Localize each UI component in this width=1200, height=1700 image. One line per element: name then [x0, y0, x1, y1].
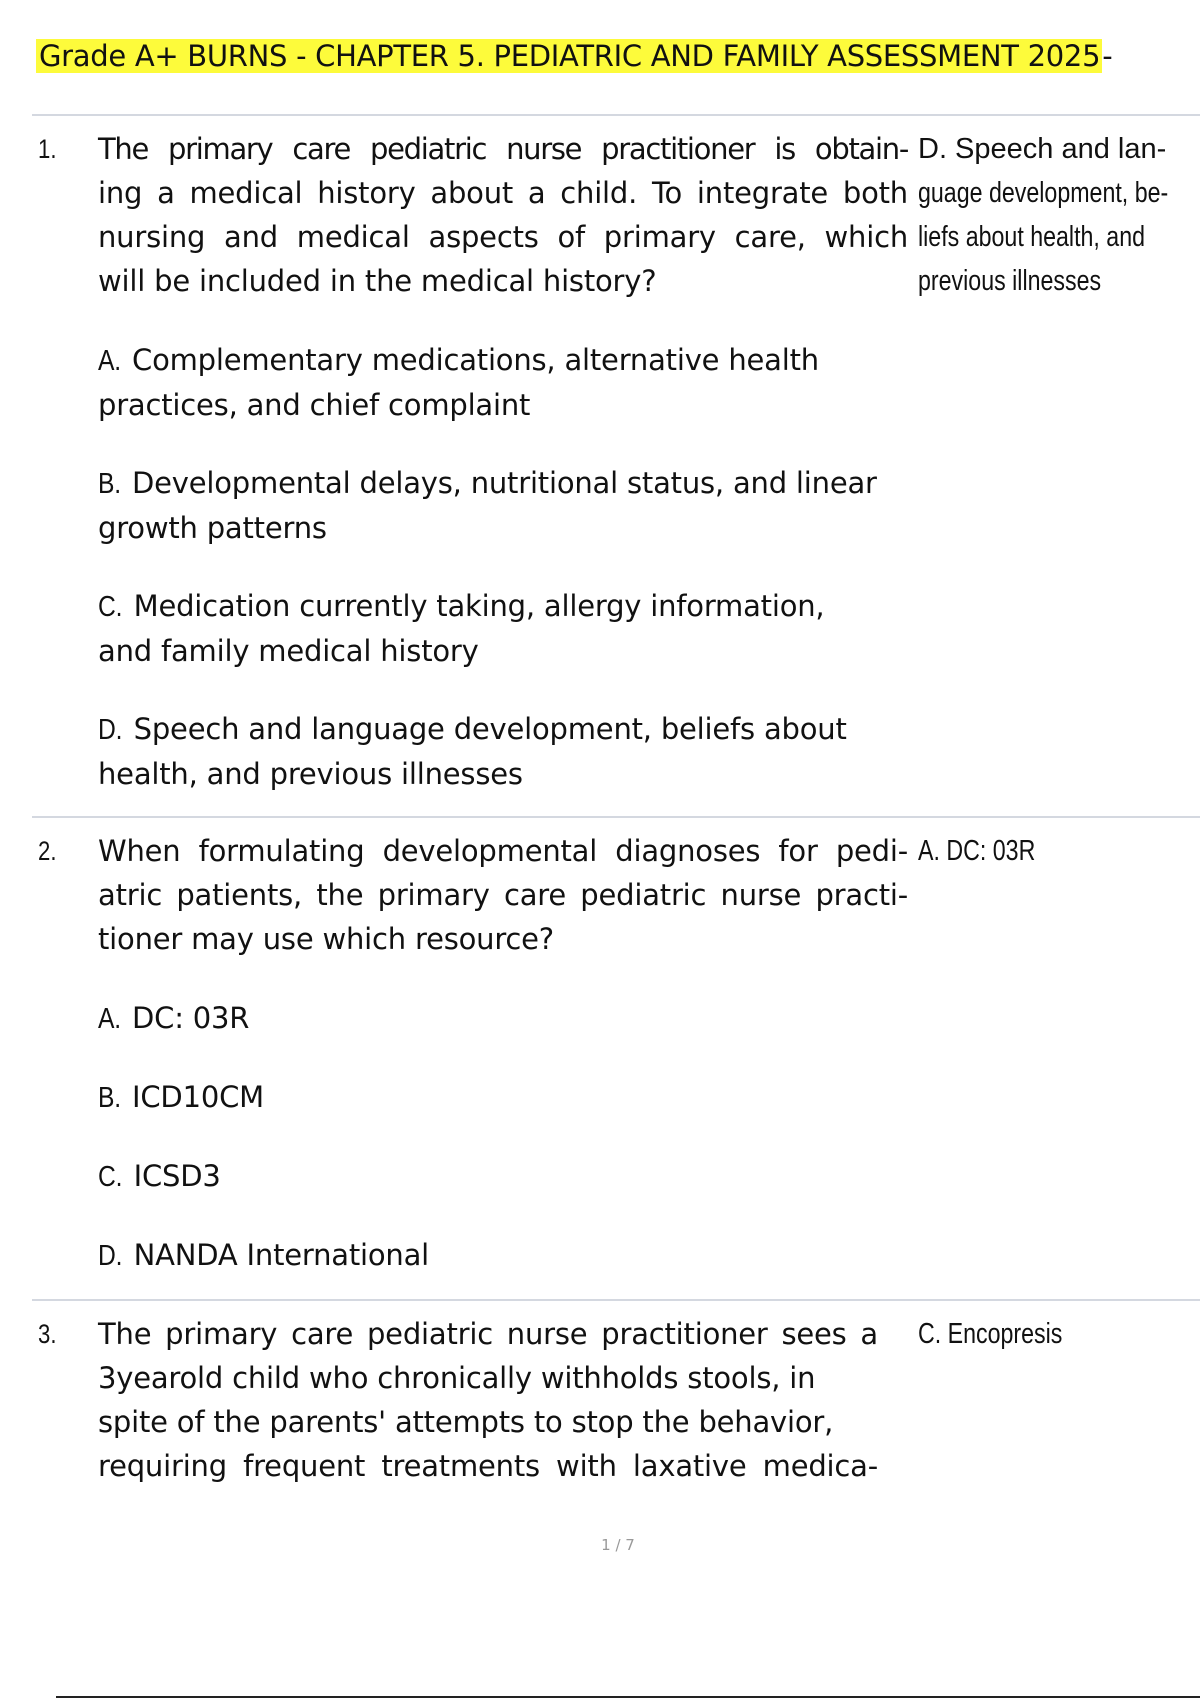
document-title-suffix: - — [1102, 39, 1113, 73]
question-line: requiring frequent treatments with laxative medica- — [98, 1449, 878, 1483]
question-text — [98, 829, 908, 961]
question-line: nursing and medical aspects of primary care, which — [98, 220, 908, 254]
answer-line: guage development, be- — [918, 177, 1169, 209]
question-line: ing a medical history about a child. To integrate both — [98, 176, 908, 210]
option-letter: C. — [98, 591, 123, 623]
question-line: spite of the parents' attempts to stop the behavior, — [98, 1405, 834, 1439]
answer-line: liefs about health, and — [918, 221, 1146, 253]
question-line: The primary care pediatric nurse practitioner sees a — [98, 1317, 878, 1351]
option-line: DC: 03R — [132, 1001, 250, 1035]
option-letter: D. — [98, 1240, 123, 1272]
answer-text — [918, 829, 1182, 873]
option-letter: C. — [98, 1161, 123, 1193]
page-number: 1 / 7 — [601, 1536, 635, 1554]
answer-line: C. Encopresis — [918, 1318, 1063, 1350]
question-number: 2. — [38, 836, 57, 866]
question-text — [98, 1312, 878, 1488]
option-line: NANDA International — [133, 1238, 430, 1272]
answer-line: D. Speech and lan- — [918, 133, 1167, 165]
question-line: The primary care pediatric nurse practitioner is obtain- — [98, 132, 908, 166]
answer-option-b — [98, 1075, 898, 1120]
answer-option-d — [98, 707, 898, 796]
answer-option-d — [98, 1233, 898, 1278]
option-letter: B. — [98, 1082, 121, 1114]
question-line: will be included in the medical history? — [98, 264, 657, 298]
document-title-text: Grade A+ BURNS - CHAPTER 5. PEDIATRIC AND FAMILY ASSESSMENT 2025 — [39, 39, 1101, 73]
question-line: tioner may use which resource? — [98, 922, 555, 956]
option-line: practices, and chief complaint — [98, 388, 531, 422]
question-line: When formulating developmental diagnoses for pedi- — [98, 834, 908, 868]
option-line: Speech and language development, beliefs about — [133, 712, 847, 746]
option-line: ICD10CM — [132, 1080, 264, 1114]
option-letter: A. — [98, 345, 121, 377]
answer-option-c — [98, 584, 898, 673]
option-letter: D. — [98, 714, 123, 746]
option-letter: B. — [98, 468, 121, 500]
footer-rule — [56, 1696, 1200, 1698]
question-number: 1. — [38, 134, 57, 164]
answer-line: A. DC: 03R — [918, 835, 1036, 867]
question-text — [98, 127, 908, 303]
question-line: atric patients, the primary care pediatric nurse practi- — [98, 878, 908, 912]
option-line: and family medical history — [98, 634, 479, 668]
answer-text — [918, 1312, 1182, 1356]
question-number: 3. — [38, 1319, 57, 1349]
answer-line: previous illnesses — [918, 265, 1102, 297]
answer-option-a — [98, 996, 898, 1041]
question-line: 3yearold child who chronically withholds stools, in — [98, 1361, 816, 1395]
option-line: growth patterns — [98, 511, 327, 545]
option-line: Medication currently taking, allergy information, — [133, 589, 825, 623]
answer-option-b — [98, 461, 898, 550]
option-line: health, and previous illnesses — [98, 757, 523, 791]
section-divider — [32, 114, 1200, 116]
document-title — [36, 34, 1112, 78]
answer-option-a — [98, 338, 898, 427]
answer-text — [918, 127, 1182, 303]
option-line: Complementary medications, alternative health — [132, 343, 819, 377]
document-title-highlight — [36, 39, 1102, 73]
option-line: Developmental delays, nutritional status, and linear — [132, 466, 877, 500]
section-divider — [32, 816, 1200, 818]
option-letter: A. — [98, 1003, 121, 1035]
option-line: ICSD3 — [133, 1159, 221, 1193]
section-divider — [32, 1299, 1200, 1301]
answer-option-c — [98, 1154, 898, 1199]
